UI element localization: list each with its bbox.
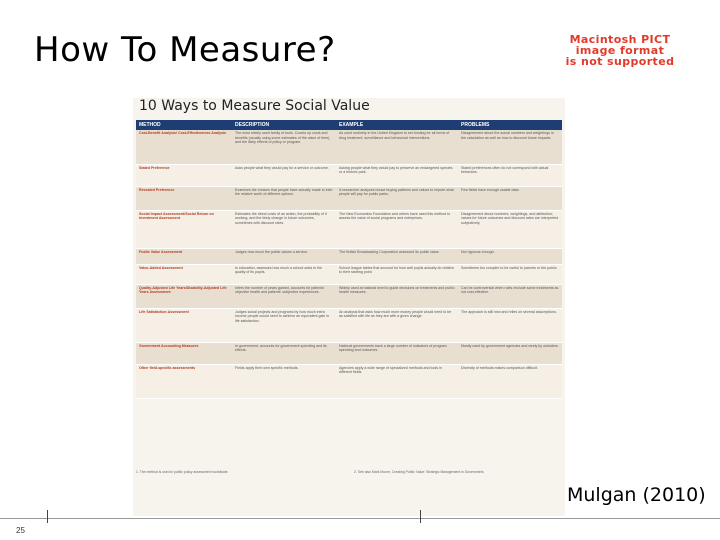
footer-tick <box>47 510 48 523</box>
table-body <box>136 130 562 398</box>
footer-tick <box>420 510 421 523</box>
table-cell-method: Revealed Preference <box>136 186 232 210</box>
table-cell-description: The most widely used family of tools. Counts up costs and benefits (usually using some estimates of the value of time), and the likely effects of policy or program. <box>232 130 336 164</box>
column-header: METHOD <box>136 120 232 130</box>
table-cell-problems: Disagreement about the actual numbers and weightings in the calculation as well as how to discount future impacts. <box>458 130 562 164</box>
table-cell-example: Widely used at national level to guide decisions on treatments and public health measures. <box>336 284 458 308</box>
table-row <box>136 284 562 308</box>
figure-note: 2. See also Mark Moore, Creating Public Value: Strategic Management in Government. <box>354 470 485 474</box>
table-cell-description: Infers the number of years gained, accounts for patients' objective health and patients' subjective experiences. <box>232 284 336 308</box>
table-cell-example: As used routinely in the United Kingdom to set funding for all forms of drug treatment, surveillance and behavioral interventions. <box>336 130 458 164</box>
measurement-methods-figure <box>133 98 565 516</box>
table-cell-example: National governments track a large number of indicators of program spending and outcomes. <box>336 342 458 364</box>
table-cell-example: Agencies apply a wide range of specialized methods and tools in different fields. <box>336 364 458 398</box>
citation-caption: Mulgan (2010) <box>567 484 706 506</box>
table-cell-method: Stated Preference <box>136 164 232 186</box>
table-cell-example: The New Economics Foundation and others have used this method to assess the value of social programs and enterprises. <box>336 210 458 248</box>
table-row <box>136 248 562 264</box>
column-header: PROBLEMS <box>458 120 562 130</box>
table-cell-problems: Diversity of methods makes comparison difficult. <box>458 364 562 398</box>
table-cell-problems: The approach is still new and relies on several assumptions. <box>458 308 562 342</box>
table-row <box>136 164 562 186</box>
table-row <box>136 210 562 248</box>
table-cell-description: Judges social projects and programs by how much extra income people would need to achieve an equivalent gain in life satisfaction. <box>232 308 336 342</box>
table-cell-problems: Sometimes too complex to be useful to parents or the public. <box>458 264 562 284</box>
table-cell-problems: Mostly used by government agencies and rarely by outsiders. <box>458 342 562 364</box>
table-cell-example: An analysis that asks how much more money people would need to be as satisfied with life as they are with a given change. <box>336 308 458 342</box>
table-row <box>136 364 562 398</box>
table-cell-description: In education, assesses how much a school adds to the quality of its pupils. <box>232 264 336 284</box>
table-cell-method: Quality-Adjusted Life Years/Disability-Adjusted Life Years Assessment <box>136 284 232 308</box>
table-row <box>136 264 562 284</box>
table-cell-description: Estimates the direct costs of an action, the probability of it working, and the likely change in future outcomes, sometimes with discount rates. <box>232 210 336 248</box>
table-cell-method: Life Satisfaction Assessment <box>136 308 232 342</box>
table-row <box>136 342 562 364</box>
table-cell-method: Cost-Benefit Analysis/ Cost-Effectiveness Analysis <box>136 130 232 164</box>
table-cell-method: Value-Added Assessment <box>136 264 232 284</box>
table-row <box>136 308 562 342</box>
slide-title: How To Measure? <box>34 30 336 70</box>
table-cell-problems: Not rigorous enough. <box>458 248 562 264</box>
table-cell-method: Social Impact Assessment/Social Return on Investment Assessment <box>136 210 232 248</box>
methods-table <box>136 120 562 399</box>
column-header: EXAMPLE <box>336 120 458 130</box>
table-cell-description: Fields apply their own specific methods. <box>232 364 336 398</box>
placeholder-line: image format <box>575 44 665 57</box>
unsupported-image-placeholder <box>540 34 700 67</box>
table-cell-method: Government Accounting Measures <box>136 342 232 364</box>
placeholder-line: Macintosh PICT <box>569 33 671 46</box>
figure-notes <box>136 470 562 474</box>
table-cell-example: School league tables that account for how well pupils actually do relative to their starting point. <box>336 264 458 284</box>
placeholder-line: is not supported <box>565 55 675 68</box>
figure-note: 1. The method is used in public policy assessment worldwide. <box>136 470 229 474</box>
table-cell-example: Asking people what they would pay to preserve an endangered species or a historic park. <box>336 164 458 186</box>
table-header-row <box>136 120 562 130</box>
figure-title: 10 Ways to Measure Social Value <box>139 98 370 114</box>
table-cell-method: Public Value Assessment <box>136 248 232 264</box>
table-cell-example: The British Broadcasting Corporation assessed its public value. <box>336 248 458 264</box>
table-row <box>136 186 562 210</box>
column-header: DESCRIPTION <box>232 120 336 130</box>
table-cell-problems: Stated preferences often do not correspond with actual behaviors. <box>458 164 562 186</box>
table-cell-description: Asks people what they would pay for a service or outcome. <box>232 164 336 186</box>
table-cell-problems: Disagreement about numbers, weightings, and attribution; values for future outcomes and discount rates are interpreted subjectively. <box>458 210 562 248</box>
table-cell-example: A researcher analyzes house buying patterns and values to impute what people will pay for public parks. <box>336 186 458 210</box>
table-cell-description: Judges how much the public values a service. <box>232 248 336 264</box>
table-cell-method: Other field-specific assessments <box>136 364 232 398</box>
table-cell-description: Examines the choices that people have actually made to infer the relative worth of different options. <box>232 186 336 210</box>
table-cell-problems: Can be controversial when rules exclude some treatments as not cost-effective. <box>458 284 562 308</box>
footer-divider <box>0 518 720 519</box>
table-cell-problems: Few fields have enough usable data. <box>458 186 562 210</box>
table-cell-description: In government, accounts for government spending and its effects. <box>232 342 336 364</box>
page-number: 25 <box>16 526 25 535</box>
table-row <box>136 130 562 164</box>
